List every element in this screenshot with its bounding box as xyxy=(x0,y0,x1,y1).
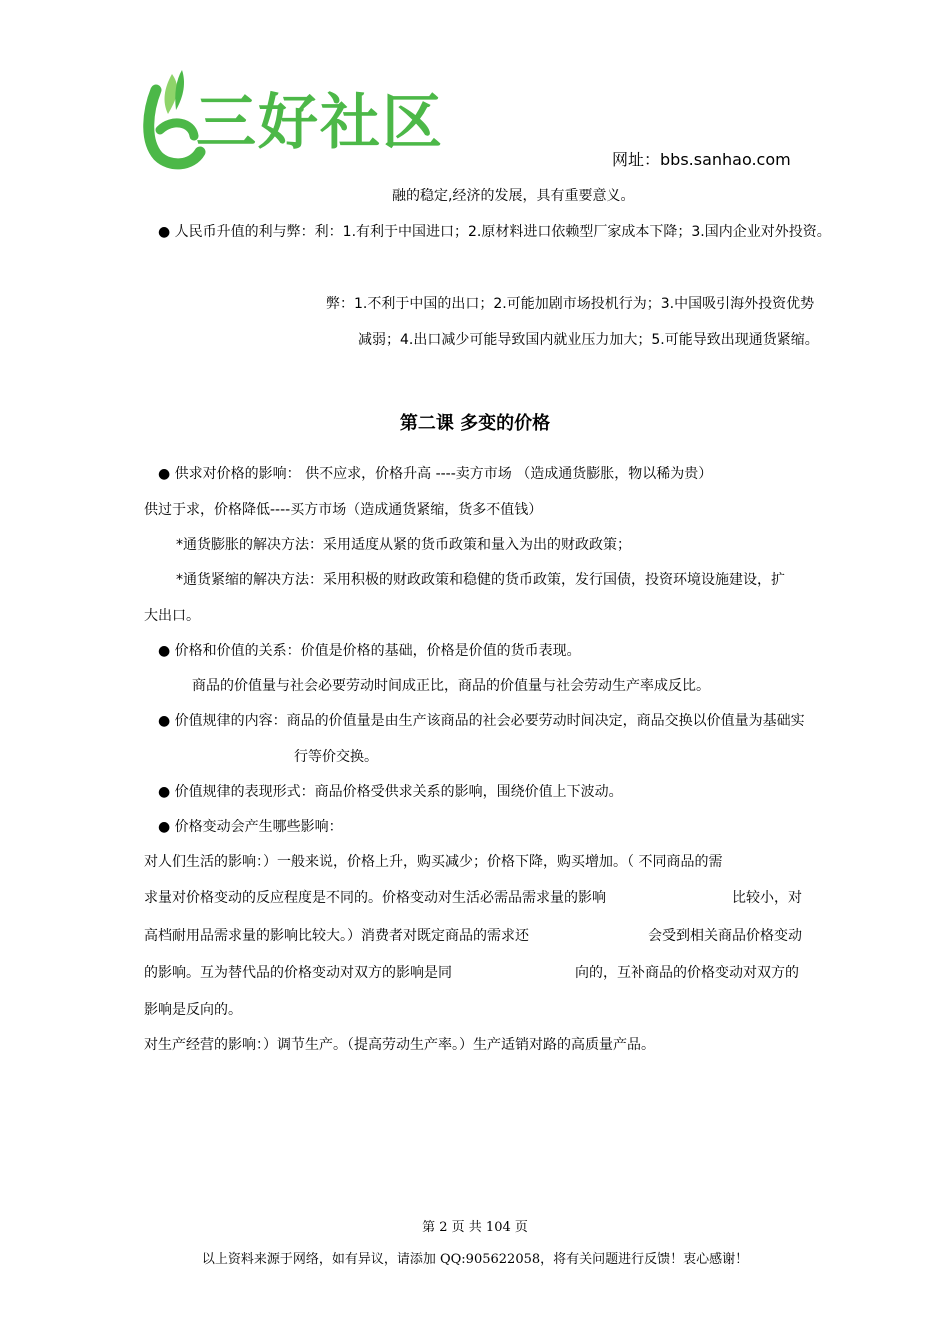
text-line: 大出口。 xyxy=(144,608,200,624)
text-line: 比较小，对 xyxy=(732,890,802,906)
text-line: *通货紧缩的解决方法：采用积极的财政政策和稳健的货币政策，发行国债，投资环境设施建设，扩 xyxy=(176,572,785,588)
text-line: 的影响。互为替代品的价格变动对双方的影响是同 xyxy=(144,965,452,981)
text-line: 商品的价值量与社会必要劳动时间成正比，商品的价值量与社会劳动生产率成反比。 xyxy=(192,678,710,694)
text-line: 减弱；4.出口减少可能导致国内就业压力加大；5.可能导致出现通货紧缩。 xyxy=(358,332,819,348)
text-line: 向的，互补商品的价格变动对双方的 xyxy=(575,965,799,981)
site-url: 网址：bbs.sanhao.com xyxy=(612,150,791,169)
text-line: *通货膨胀的解决方法：采用适度从紧的货币政策和量入为出的财政政策； xyxy=(176,537,631,553)
text-line: 弊：1.不利于中国的出口；2.可能加剧市场投机行为；3.中国吸引海外投资优势 xyxy=(326,296,815,312)
text-line: 会受到相关商品价格变动 xyxy=(648,928,802,944)
page-number: 第 2 页 共 104 页 xyxy=(422,1220,528,1235)
bullet-supply-demand: ● 供求对价格的影响： 供不应求，价格升高 ----卖方市场 （造成通货膨胀，物以稀为贵） xyxy=(158,466,713,482)
text-line: 行等价交换。 xyxy=(294,749,378,765)
bullet-price-value: ● 价格和价值的关系：价值是价格的基础，价格是价值的货币表现。 xyxy=(158,643,581,659)
bullet-law-form: ● 价值规律的表现形式：商品价格受供求关系的影响，围绕价值上下波动。 xyxy=(158,784,623,800)
footer-note: 以上资料来源于网络，如有异议，请添加 QQ:905622058，将有关问题进行反馈！衷心感谢！ xyxy=(201,1252,749,1267)
bullet-law-of-value: ● 价值规律的内容：商品的价值量是由生产该商品的社会必要劳动时间决定，商品交换以价值量为基础实 xyxy=(158,713,805,729)
logo-text: 三好社区 xyxy=(196,88,444,158)
text-line: 对生产经营的影响：）调节生产。（提高劳动生产率。）生产适销对路的高质量产品。 xyxy=(144,1037,655,1053)
section-title: 第二课 多变的价格 xyxy=(399,413,551,434)
bullet-price-change: ● 价格变动会产生哪些影响： xyxy=(158,819,343,835)
text-line: 求量对价格变动的反应程度是不同的。价格变动对生活必需品需求量的影响 xyxy=(144,890,606,906)
text-line: 融的稳定,经济的发展，具有重要意义。 xyxy=(392,188,635,204)
bullet-rmb: ● 人民币升值的利与弊：利：1.有利于中国进口；2.原材料进口依赖型厂家成本下降；3.国内企业对外投资。 xyxy=(158,224,831,240)
text-line: 供过于求，价格降低----买方市场（造成通货紧缩，货多不值钱） xyxy=(144,502,543,518)
text-line: 对人们生活的影响：）一般来说，价格上升，购买减少；价格下降，购买增加。（ 不同商品的需 xyxy=(144,854,723,870)
text-line: 影响是反向的。 xyxy=(144,1002,242,1018)
text-line: 高档耐用品需求量的影响比较大。）消费者对既定商品的需求还 xyxy=(144,928,529,944)
